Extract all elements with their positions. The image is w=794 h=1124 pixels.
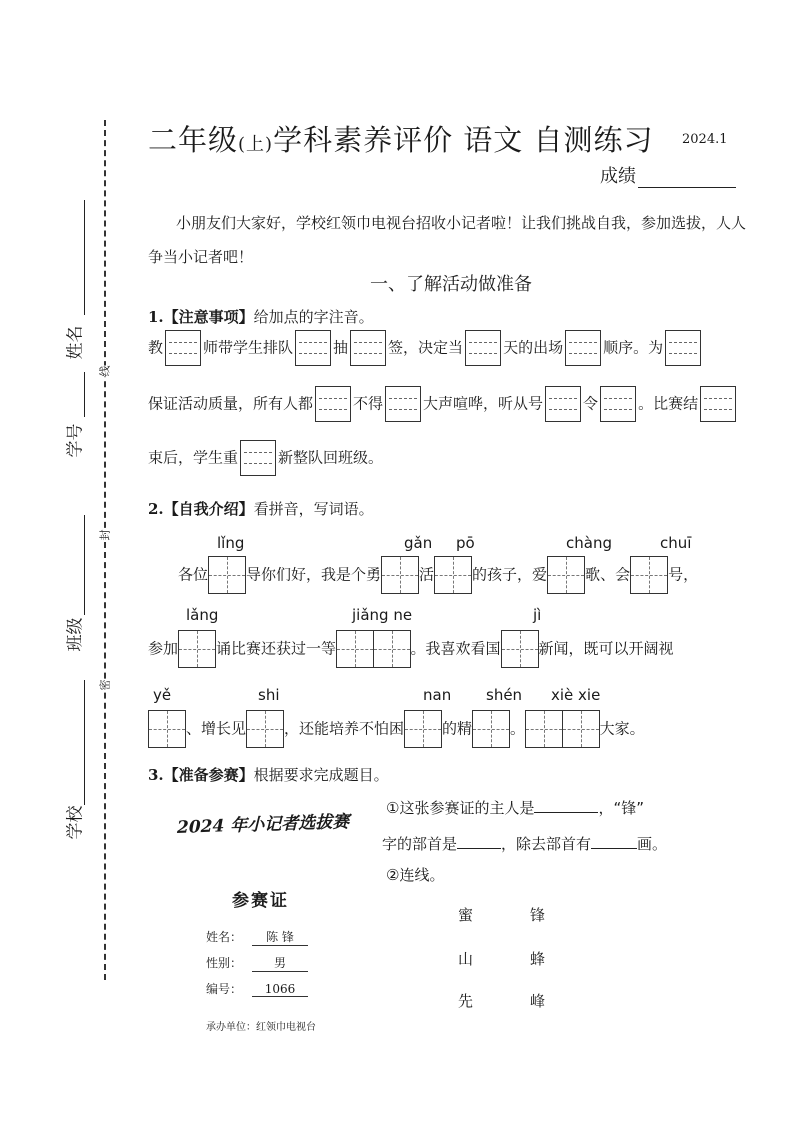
writing-grid[interactable] [246,710,284,748]
pinyin: lǎng [186,606,219,624]
q1-line-1: 教 师带学生排队 抽 签，决定当 天的出场 顺序。为 [148,330,703,366]
pinyin: gǎn [404,534,433,552]
match-left-item[interactable]: 山 [458,950,474,968]
pinyin-box[interactable] [295,330,331,366]
score-field: 成绩 [600,162,736,188]
writing-grid[interactable] [373,630,411,668]
pinyin: chuī [660,534,692,552]
cert-number-value: 1066 [252,982,308,997]
cert-gender-row: 性别： 男 [206,954,308,972]
writing-grid[interactable] [434,556,472,594]
writing-grid[interactable] [547,556,585,594]
class-blank[interactable] [84,515,85,615]
name-blank[interactable] [84,200,85,315]
pinyin-box[interactable] [465,330,501,366]
match-left-item[interactable]: 蜜 [458,906,474,924]
seal-mark-mi: 密 [96,680,114,691]
writing-grid[interactable] [472,710,510,748]
q3-part1-line2: 字的部首是 ，除去部首有 画。 [382,832,667,854]
page-title: 二年级(上)学科素养评价 语文 自测练习 [148,123,654,157]
pinyin-box[interactable] [350,330,386,366]
pinyin-box[interactable] [165,330,201,366]
radical-blank[interactable] [457,832,501,849]
section-1-title: 一、了解活动做准备 [370,274,532,295]
seal-mark-feng: 封 [96,530,114,541]
q2-line-3: 、增长见 ，还能培养不怕困 的精 。 大家。 [148,710,645,748]
pinyin-box[interactable] [545,386,581,422]
seal-mark-line: 线 [96,366,114,377]
q1-heading: 1.【注意事项】给加点的字注音。 [148,308,374,326]
pinyin: xiè xie [551,686,601,704]
writing-grid[interactable] [562,710,600,748]
pinyin: jì [533,606,542,624]
pinyin: lǐng [217,534,245,552]
q2-line-2: 参加 诵比赛还获过一等 。我喜欢看国 新闻，既可以开阔视 [148,630,674,668]
cert-gender-value: 男 [252,954,308,972]
writing-grid[interactable] [630,556,668,594]
writing-grid[interactable] [404,710,442,748]
match-right-item[interactable]: 锋 [530,906,546,924]
writing-grid[interactable] [525,710,563,748]
writing-grid[interactable] [381,556,419,594]
school-label: 学校 [65,805,86,840]
owner-blank[interactable] [534,796,598,813]
writing-grid[interactable] [148,710,186,748]
intro-paragraph: 小朋友们大家好，学校红领巾电视台招收小记者啦！让我们挑战自我，参加选拔，人人争当小记者吧！ [148,214,747,266]
name-label: 姓名 [65,325,86,360]
stroke-count-blank[interactable] [591,832,637,849]
pinyin-box[interactable] [600,386,636,422]
writing-grid[interactable] [178,630,216,668]
match-left-item[interactable]: 先 [458,992,474,1010]
pinyin-box[interactable] [700,386,736,422]
q2-heading: 2.【自我介绍】看拼音，写词语。 [148,500,374,518]
student-id-label: 学号 [65,423,86,458]
pinyin: pō [456,534,475,552]
pinyin-box[interactable] [315,386,351,422]
school-blank[interactable] [84,680,85,805]
writing-grid[interactable] [501,630,539,668]
q1-line-3: 束后，学生重 新整队回班级。 [148,440,383,476]
q2-line-1: 各位 导你们好，我是个勇 活 的孩子，爱 歌、会 号， [178,556,698,594]
cert-organizer: 承办单位：红领巾电视台 [206,1022,316,1033]
pinyin: chàng [566,534,612,552]
writing-grid[interactable] [208,556,246,594]
certificate-banner: 2024 年小记者选拔赛 [177,811,350,839]
match-right-item[interactable]: 峰 [530,992,546,1010]
class-label: 班级 [65,617,86,652]
pinyin: jiǎng ne [352,606,413,624]
pinyin: shi [258,686,280,704]
pinyin: shén [486,686,523,704]
pinyin: nan [423,686,452,704]
q1-line-2: 保证活动质量，所有人都 不得 大声喧哗，听从号 令 。比赛结 [148,386,738,422]
pinyin-box[interactable] [385,386,421,422]
exam-date: 2024.1 [682,132,728,147]
pinyin-box[interactable] [665,330,701,366]
q3-heading: 3.【准备参赛】根据要求完成题目。 [148,766,389,784]
writing-grid[interactable] [336,630,374,668]
binding-dashed-line [104,120,106,980]
certificate-heading: 参赛证 [232,891,289,911]
pinyin: yě [153,686,172,704]
cert-name-row: 姓名： 陈 锋 [206,928,308,946]
student-id-blank[interactable] [84,372,85,417]
match-right-item[interactable]: 蜂 [530,950,546,968]
score-blank[interactable] [638,167,736,188]
cert-name-value: 陈 锋 [252,928,308,946]
q3-part2: ②连线。 [386,866,445,884]
cert-number-row: 编号： 1066 [206,980,308,997]
pinyin-box[interactable] [565,330,601,366]
q3-part1-line1: ①这张参赛证的主人是 ，“锋” [386,796,644,818]
pinyin-box[interactable] [240,440,276,476]
